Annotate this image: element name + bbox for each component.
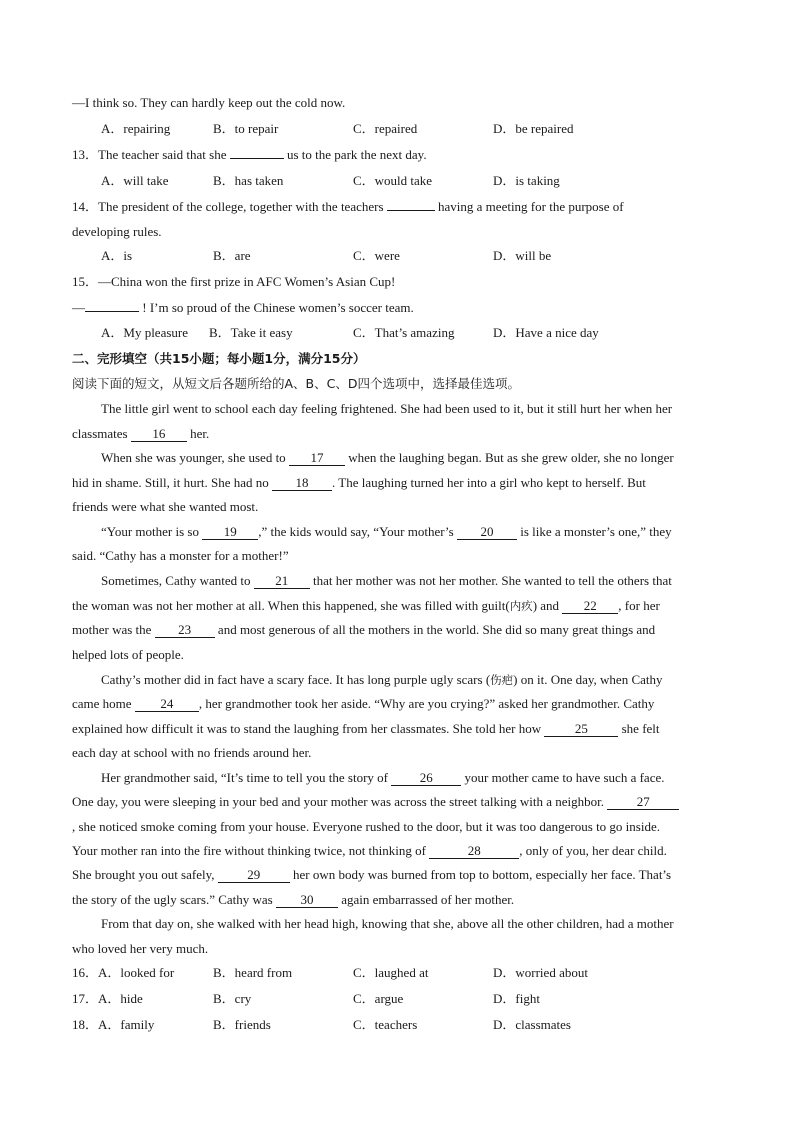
q14-stem-line2: developing rules. [72, 224, 162, 239]
passage-text: classmates [72, 426, 128, 441]
passage-p6-line6 [72, 891, 514, 909]
q15-option-c[interactable]: C．That’s amazing [353, 325, 455, 340]
passage-text: , her grandmother took her aside. “Why are you crying?” asked her grandmother. Cathy [198, 696, 655, 711]
passage-p6-line2 [72, 793, 679, 811]
blank-25[interactable]: 25 [544, 722, 618, 737]
section-title: 二、完形填空（共15小题；每小题1分，满分15分） [72, 351, 366, 366]
passage-gloss: 内疚 [509, 599, 533, 613]
passage-p1-line1: The little girl went to school each day feeling frightened. She had been used to it, but it still hurt her when her [101, 401, 673, 416]
passage-text: hid in shame. Still, it hurt. She had no [72, 475, 269, 490]
passage-text: explained how difficult it was to stand the laughing from her classmates. She told her how [72, 721, 542, 736]
q18-option-c[interactable]: C．teachers [353, 1017, 418, 1032]
passage-p6-line4 [72, 842, 667, 860]
q15-stem-line1: 15．—China won the first prize in AFC Women’s Asian Cup! [72, 274, 396, 289]
passage-text: One day, you were sleeping in your bed and your mother was across the street talking with a neighbor. [72, 794, 605, 809]
q18-option-a[interactable]: 18．A．family [72, 1017, 155, 1032]
q13-blank[interactable] [230, 158, 284, 159]
passage-text: Cathy’s mother did in fact have a scary face. It has long purple ugly scars ( [101, 672, 491, 687]
passage-text: she felt [621, 721, 660, 736]
blank-24[interactable]: 24 [135, 697, 199, 712]
passage-text: Sometimes, Cathy wanted to [101, 573, 251, 588]
q12-answer-line: —I think so. They can hardly keep out the cold now. [72, 95, 346, 110]
q14-text-before: 14．The president of the college, together with the teachers [72, 199, 384, 214]
q14-blank[interactable] [387, 210, 435, 211]
passage-p6-line1 [101, 769, 664, 787]
blank-18[interactable]: 18 [272, 476, 332, 491]
passage-text: again embarrassed of her mother. [341, 892, 515, 907]
passage-text: the story of the ugly scars.” Cathy was [72, 892, 273, 907]
q14-stem [72, 198, 624, 216]
passage-p3-line2: said. “Cathy has a monster for a mother!” [72, 548, 289, 563]
passage-text: Her grandmother said, “It’s time to tell you the story of [101, 770, 389, 785]
q14-option-d[interactable]: D．will be [493, 248, 552, 263]
q14-option-b[interactable]: B．are [213, 248, 251, 263]
q16-option-d[interactable]: D．worried about [493, 965, 588, 980]
q13-stem [72, 146, 427, 164]
passage-p3-line1 [101, 523, 672, 541]
passage-p4-line4: helped lots of people. [72, 647, 184, 662]
passage-text: her. [190, 426, 210, 441]
q17-option-d[interactable]: D．fight [493, 991, 540, 1006]
passage-text: “Your mother is so [101, 524, 199, 539]
q18-option-d[interactable]: D．classmates [493, 1017, 571, 1032]
passage-p5-line2 [72, 695, 654, 713]
q12-option-a[interactable]: A．repairing [101, 121, 171, 136]
blank-21[interactable]: 21 [254, 574, 310, 589]
passage-text: She brought you out safely, [72, 867, 215, 882]
passage-p4-line2 [72, 597, 660, 615]
passage-p7-line2: who loved her very much. [72, 941, 209, 956]
passage-p5-line1 [101, 671, 663, 689]
q13-option-d[interactable]: D．is taking [493, 173, 560, 188]
passage-p5-line4: each day at school with no friends around her. [72, 745, 312, 760]
passage-p2-line3: friends were what she wanted most. [72, 499, 259, 514]
passage-p6-line3: , she noticed smoke coming from your house. Everyone rushed to the door, but it was too dangerous to go inside. [72, 819, 660, 834]
blank-30[interactable]: 30 [276, 893, 338, 908]
q18-option-b[interactable]: B．friends [213, 1017, 271, 1032]
blank-28[interactable]: 28 [429, 844, 519, 859]
blank-17[interactable]: 17 [289, 451, 345, 466]
passage-text: and most generous of all the mothers in the world. She did so many great things and [217, 622, 656, 637]
blank-29[interactable]: 29 [218, 868, 290, 883]
q15-option-a[interactable]: A．My pleasure [101, 325, 189, 340]
blank-23[interactable]: 23 [155, 623, 215, 638]
passage-text: ,” the kids would say, “Your mother’s [258, 524, 454, 539]
q14-text-after: having a meeting for the purpose of [438, 199, 624, 214]
q17-option-b[interactable]: B．cry [213, 991, 252, 1006]
blank-22[interactable]: 22 [562, 599, 618, 614]
q13-option-a[interactable]: A．will take [101, 173, 169, 188]
blank-16[interactable]: 16 [131, 427, 187, 442]
section-instruction: 阅读下面的短文，从短文后各题所给的A、B、C、D四个选项中，选择最佳选项。 [72, 376, 520, 391]
passage-text: when the laughing began. But as she grew older, she no longer [348, 450, 674, 465]
q17-option-c[interactable]: C．argue [353, 991, 404, 1006]
q15-text-before: — [72, 300, 85, 315]
q15-option-b[interactable]: B．Take it easy [209, 325, 293, 340]
passage-p1-line2 [72, 425, 209, 443]
q16-option-c[interactable]: C．laughed at [353, 965, 429, 980]
passage-text: , only of you, her dear child. [519, 843, 667, 858]
q16-option-b[interactable]: B．heard from [213, 965, 293, 980]
passage-text: is like a monster’s one,” they [520, 524, 672, 539]
passage-p4-line3 [72, 621, 655, 639]
blank-26[interactable]: 26 [391, 771, 461, 786]
q12-option-d[interactable]: D．be repaired [493, 121, 574, 136]
q16-option-a[interactable]: 16．A．looked for [72, 965, 175, 980]
q15-option-d[interactable]: D．Have a nice day [493, 325, 599, 340]
q13-text-before: 13．The teacher said that she [72, 147, 227, 162]
q17-option-a[interactable]: 17．A．hide [72, 991, 143, 1006]
q14-option-a[interactable]: A．is [101, 248, 133, 263]
passage-p5-line3 [72, 720, 660, 738]
passage-text: ) on it. One day, when Cathy [513, 672, 663, 687]
q12-option-b[interactable]: B．to repair [213, 121, 279, 136]
q15-blank[interactable] [85, 311, 139, 312]
q15-stem-line2 [72, 299, 414, 317]
passage-text: mother was the [72, 622, 152, 637]
passage-text: . The laughing turned her into a girl who kept to herself. But [332, 475, 646, 490]
blank-20[interactable]: 20 [457, 525, 517, 540]
passage-gloss: 伤疤 [490, 673, 514, 687]
passage-p6-line5 [72, 866, 671, 884]
passage-text: that her mother was not her mother. She wanted to tell the others that [312, 573, 672, 588]
q13-option-c[interactable]: C．would take [353, 173, 433, 188]
passage-p7-line1: From that day on, she walked with her head high, knowing that she, above all the other children, had a mother [101, 916, 674, 931]
passage-text: her own body was burned from top to bottom, especially her face. That’s [293, 867, 672, 882]
passage-text: Your mother ran into the fire without thinking twice, not thinking of [72, 843, 426, 858]
passage-p2-line2 [72, 474, 646, 492]
passage-p4-line1 [101, 572, 672, 590]
q14-option-c[interactable]: C．were [353, 248, 400, 263]
passage-text: ) and [532, 598, 560, 613]
q13-option-b[interactable]: B．has taken [213, 173, 284, 188]
passage-text: When she was younger, she used to [101, 450, 286, 465]
q15-text-after: ! I’m so proud of the Chinese women’s soccer team. [142, 300, 414, 315]
blank-19[interactable]: 19 [202, 525, 258, 540]
passage-text: came home [72, 696, 132, 711]
blank-27[interactable]: 27 [607, 795, 679, 810]
passage-text: the woman was not her mother at all. When this happened, she was filled with guilt( [72, 598, 510, 613]
passage-text: , for her [618, 598, 660, 613]
passage-text: your mother came to have such a face. [464, 770, 665, 785]
q13-text-after: us to the park the next day. [287, 147, 427, 162]
passage-p2-line1 [101, 449, 674, 467]
q12-option-c[interactable]: C．repaired [353, 121, 418, 136]
